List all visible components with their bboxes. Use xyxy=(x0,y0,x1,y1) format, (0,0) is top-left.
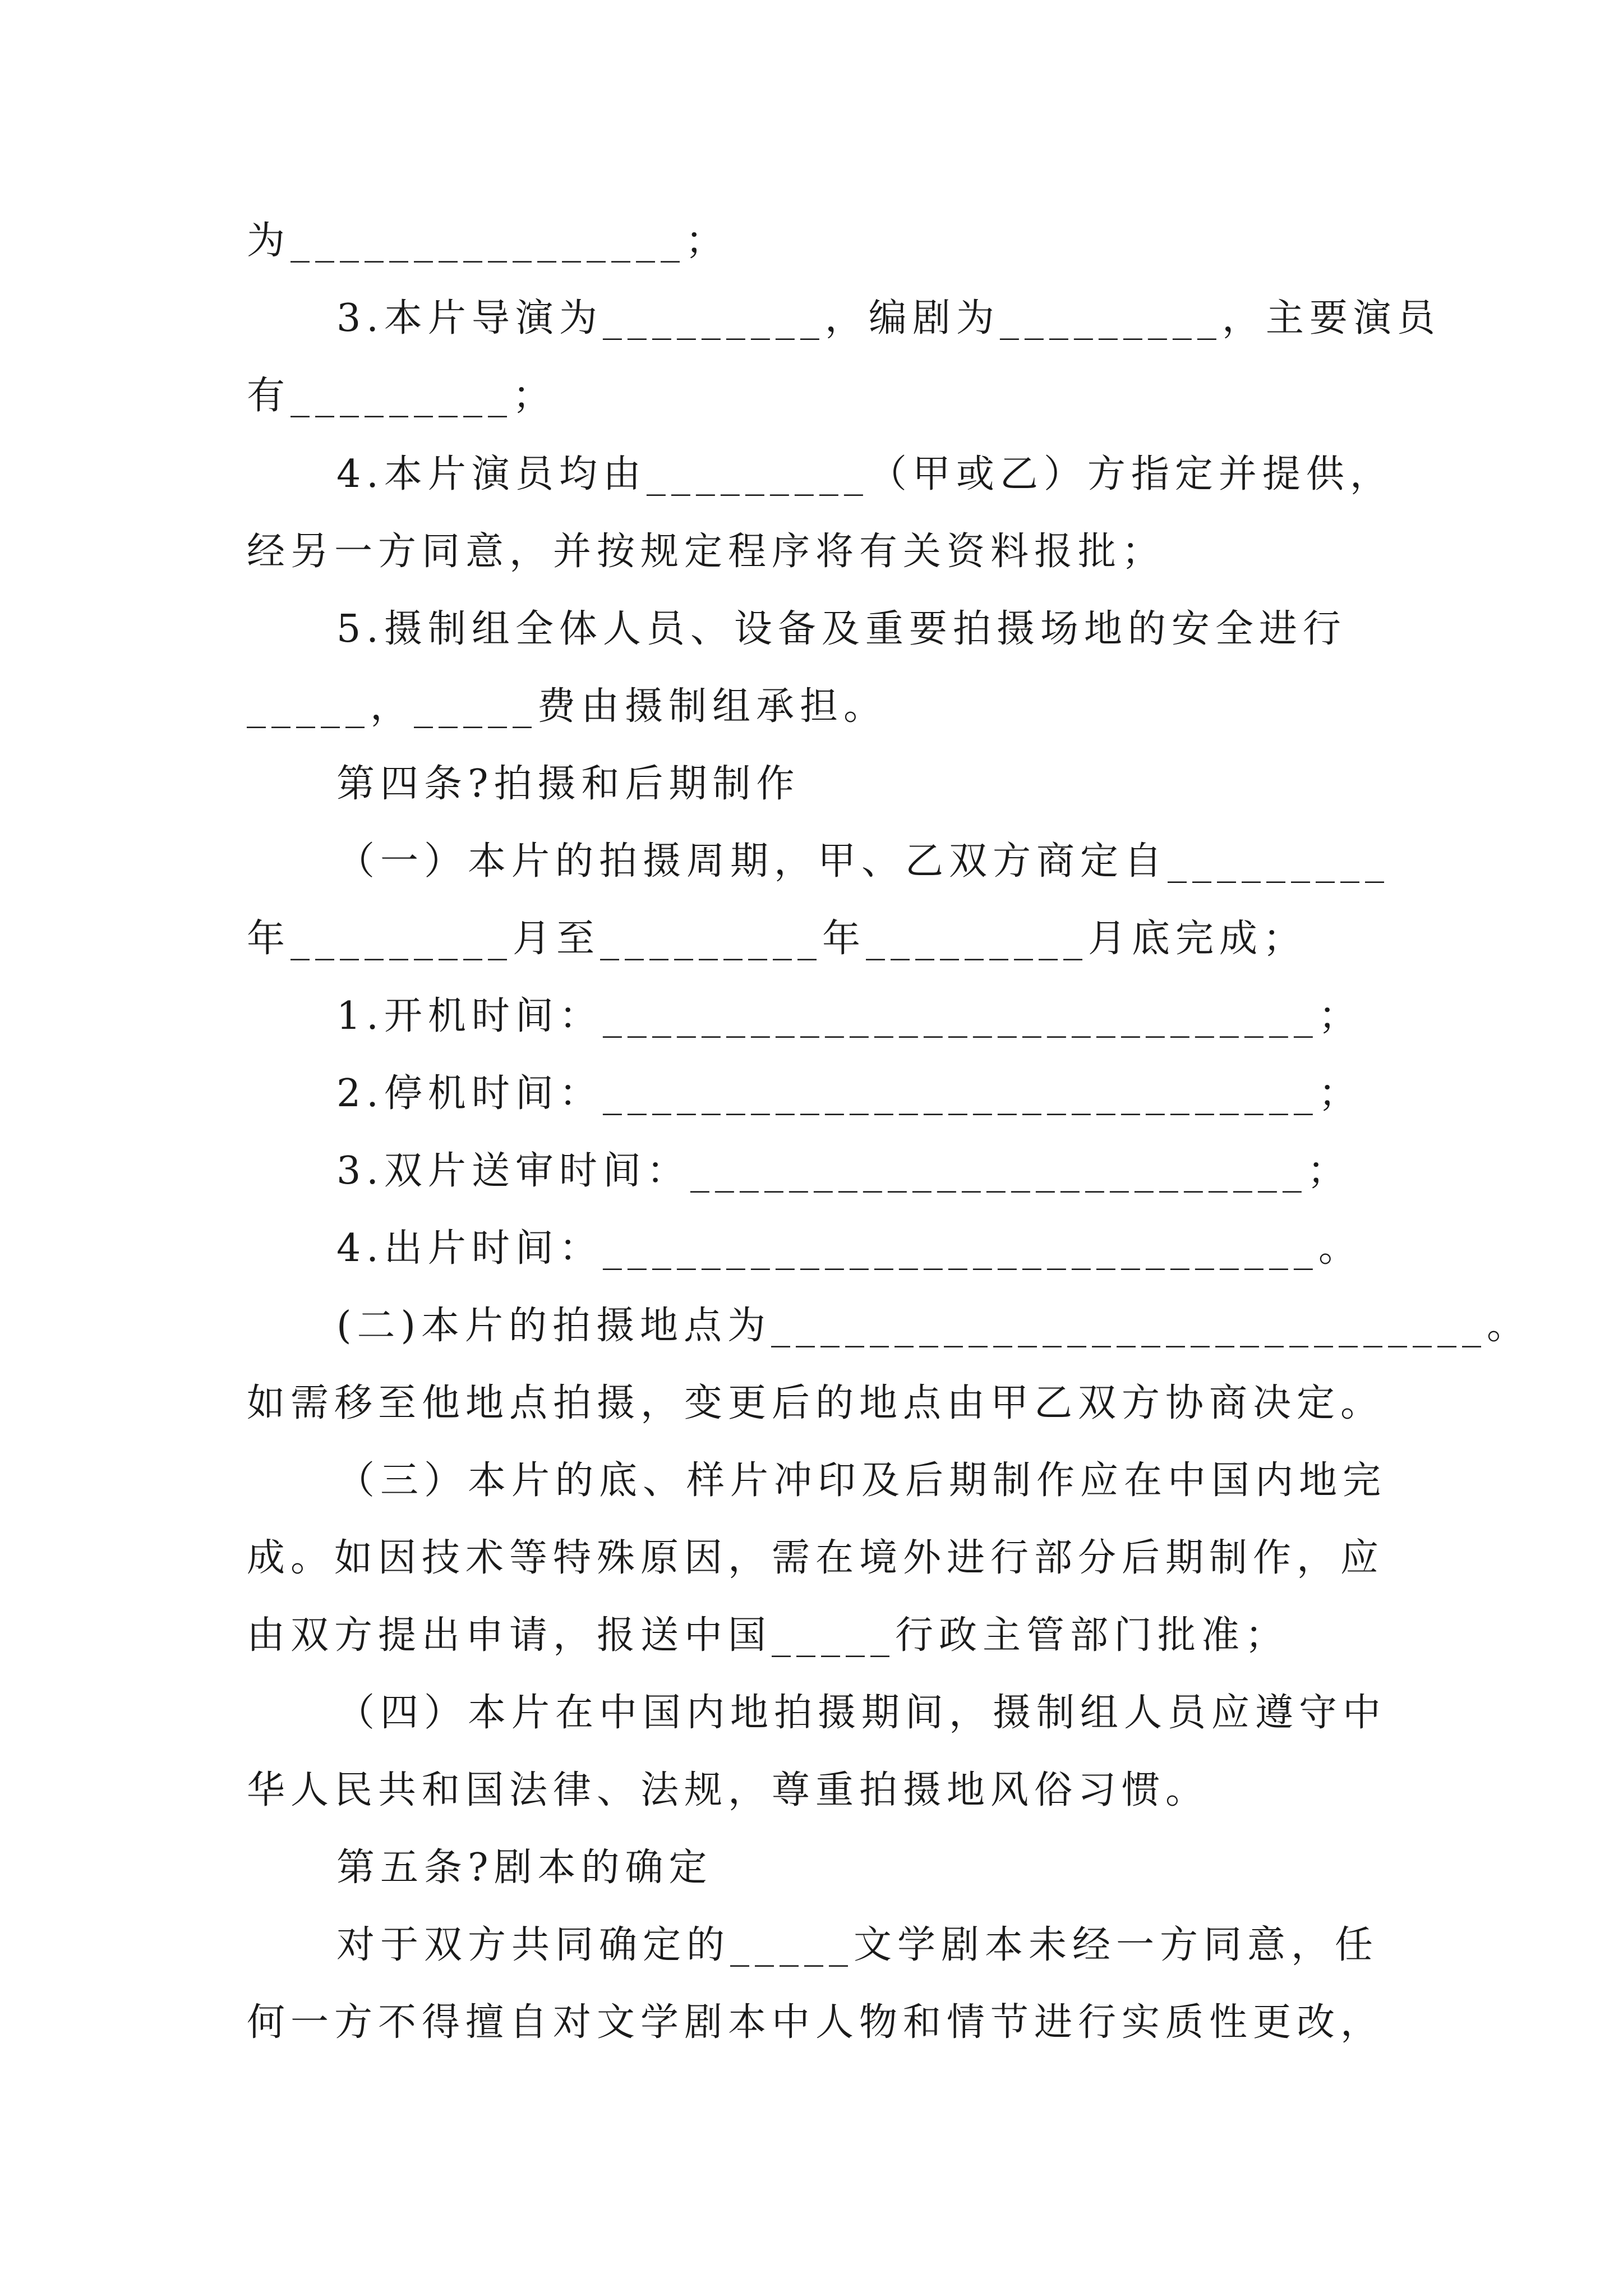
text-line-12: 2.停机时间：_____________________________； xyxy=(336,1071,1362,1116)
text-line-9: （一）本片的拍摄周期，甲、乙双方商定自_________ xyxy=(336,839,1390,884)
text-line-23: 对于双方共同确定的_____文学剧本未经一方同意，任 xyxy=(336,1923,1379,1967)
text-line-24: 何一方不得擅自对文学剧本中人物和情节进行实质性更改， xyxy=(247,2000,1385,2045)
text-line-19: 由双方提出申请，报送中国_____行政主管部门批准； xyxy=(247,1613,1289,1658)
text-line-16: 如需移至他地点拍摄，变更后的地点由甲乙双方协商决定。 xyxy=(247,1381,1385,1425)
text-line-5: 经另一方同意，并按规定程序将有关资料报批； xyxy=(247,530,1166,574)
text-line-1: 为________________； xyxy=(247,219,730,263)
section-heading-4: 第四条?拍摄和后期制作 xyxy=(336,762,800,806)
text-line-6: 5.摄制组全体人员、设备及重要拍摄场地的安全进行 xyxy=(336,607,1347,651)
text-line-3: 有_________； xyxy=(247,374,557,418)
text-line-2: 3.本片导演为_________，编剧为_________，主要演员 xyxy=(336,296,1441,341)
text-line-10: 年_________月至_________年_________月底完成； xyxy=(247,917,1307,961)
text-line-15: (二)本片的拍摄地点为_____________________________。 xyxy=(336,1304,1531,1348)
text-line-20: （四）本片在中国内地拍摄期间，摄制组人员应遵守中 xyxy=(336,1691,1387,1735)
text-line-7: _____，_____费由摄制组承担。 xyxy=(247,684,888,729)
text-line-18: 成。如因技术等特殊原因，需在境外进行部分后期制作，应 xyxy=(247,1536,1385,1580)
text-line-14: 4.出片时间：_____________________________。 xyxy=(336,1226,1362,1271)
text-line-11: 1.开机时间：_____________________________； xyxy=(336,994,1362,1038)
text-line-21: 华人民共和国法律、法规，尊重拍摄地风俗习惯。 xyxy=(247,1768,1210,1812)
text-line-13: 3.双片送审时间：_________________________； xyxy=(336,1149,1351,1193)
text-line-17: （三）本片的底、样片冲印及后期制作应在中国内地完 xyxy=(336,1458,1387,1503)
section-heading-5: 第五条?剧本的确定 xyxy=(336,1846,713,1890)
text-line-4: 4.本片演员均由_________（甲或乙）方指定并提供， xyxy=(336,452,1394,496)
